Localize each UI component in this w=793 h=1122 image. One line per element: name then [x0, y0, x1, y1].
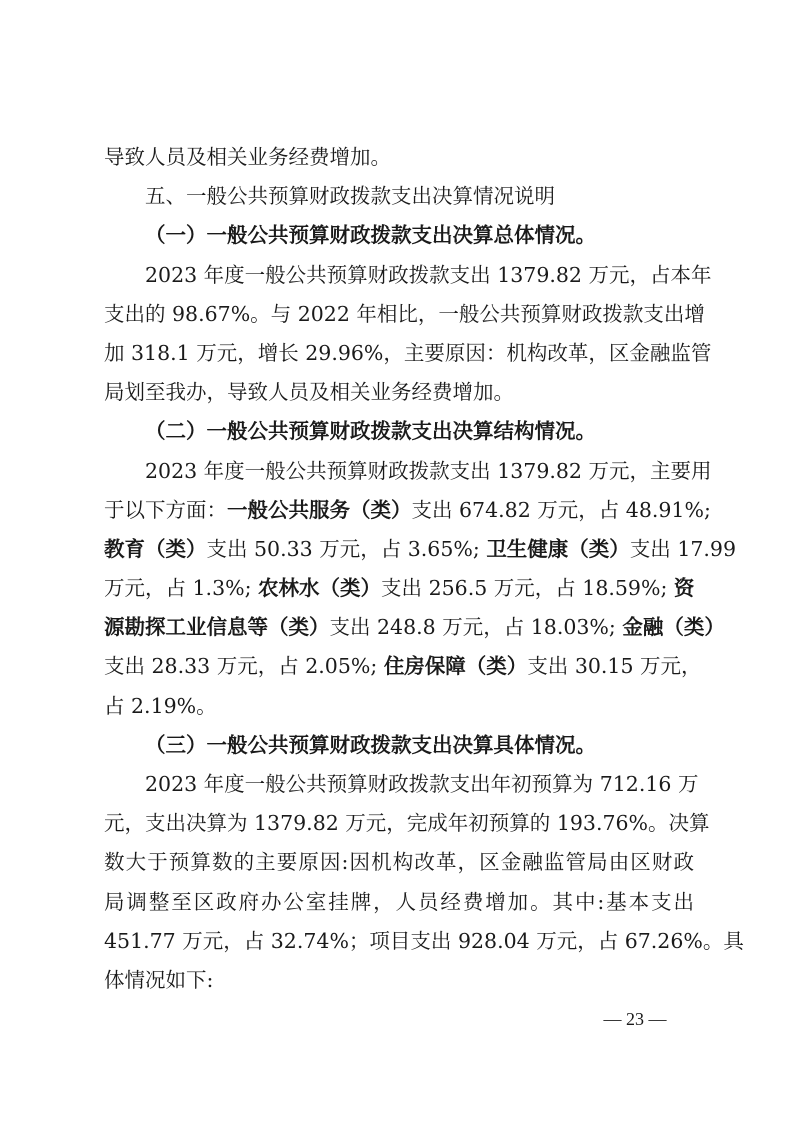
text-run: 支出 28.33 万元，占 2.05%;	[104, 654, 378, 679]
paragraph-line	[104, 647, 702, 686]
paragraph-line	[104, 530, 737, 569]
category-label: 一般公共服务（类）	[227, 497, 412, 522]
category-label: 教育（类）	[104, 536, 207, 561]
paragraph-line	[104, 491, 711, 530]
text-run: 于以下方面：	[104, 497, 227, 522]
category-label: 源勘探工业信息等（类）	[104, 615, 330, 640]
section-heading: 五、一般公共预算财政拨款支出决算情况说明	[145, 184, 555, 209]
category-label: 金融（类）	[622, 615, 725, 640]
text-run: 万元，占 1.3%;	[104, 576, 252, 601]
paragraph-line: 占 2.19%。	[104, 693, 217, 718]
paragraph-line: 2023 年度一般公共预算财政拨款支出 1379.82 万元，主要用	[145, 458, 712, 483]
paragraph-line: 局划至我办，导致人员及相关业务经费增加。	[104, 380, 514, 405]
category-label: 资	[673, 576, 695, 601]
paragraph-line: 2023 年度一般公共预算财政拨款支出年初预算为 712.16 万	[145, 772, 699, 796]
paragraph-line: 2023 年度一般公共预算财政拨款支出 1379.82 万元，占本年	[145, 262, 712, 287]
paragraph-line: 体情况如下:	[104, 967, 214, 992]
text-run: 支出 256.5 万元，占 18.59%;	[381, 576, 668, 601]
text-run: 支出 674.82 万元，占 48.91%;	[411, 497, 711, 522]
subsection-heading-1: （一）一般公共预算财政拨款支出决算总体情况。	[145, 223, 596, 248]
category-label: 农林水（类）	[258, 576, 382, 601]
paragraph-line	[104, 608, 725, 647]
category-label: 卫生健康（类）	[486, 536, 630, 561]
page-number: — 23 —	[603, 1009, 667, 1029]
text-run: 支出 248.8 万元，占 18.03%;	[329, 615, 616, 640]
paragraph-line: 451.77 万元，占 32.74%；项目支出 928.04 万元，占 67.26%。具	[104, 928, 744, 953]
paragraph-line: 支出的 98.67%。与 2022 年相比，一般公共预算财政拨款支出增	[104, 301, 705, 326]
subsection-heading-2: （二）一般公共预算财政拨款支出决算结构情况。	[145, 419, 596, 444]
paragraph-line: 加 318.1 万元，增长 29.96%，主要原因：机构改革，区金融监管	[104, 340, 712, 365]
text-run: 支出 30.15 万元，	[527, 654, 702, 679]
text-run: 支出 17.99	[629, 536, 737, 561]
category-label: 住房保障（类）	[383, 654, 528, 679]
paragraph-line: 元，支出决算为 1379.82 万元，完成年初预算的 193.76%。决算	[104, 811, 710, 836]
paragraph-line	[104, 569, 694, 608]
paragraph-line: 数大于预算数的主要原因:因机构改革，区金融监管局由区财政	[104, 850, 694, 875]
text-run: 支出 50.33 万元，占 3.65%;	[206, 536, 480, 561]
paragraph-line: 导致人员及相关业务经费增加。	[104, 145, 391, 169]
document-body	[104, 138, 744, 1000]
paragraph-line: 局调整至区政府办公室挂牌，人员经费增加。其中:基本支出	[104, 889, 694, 914]
subsection-heading-3: （三）一般公共预算财政拨款支出决算具体情况。	[145, 732, 596, 757]
